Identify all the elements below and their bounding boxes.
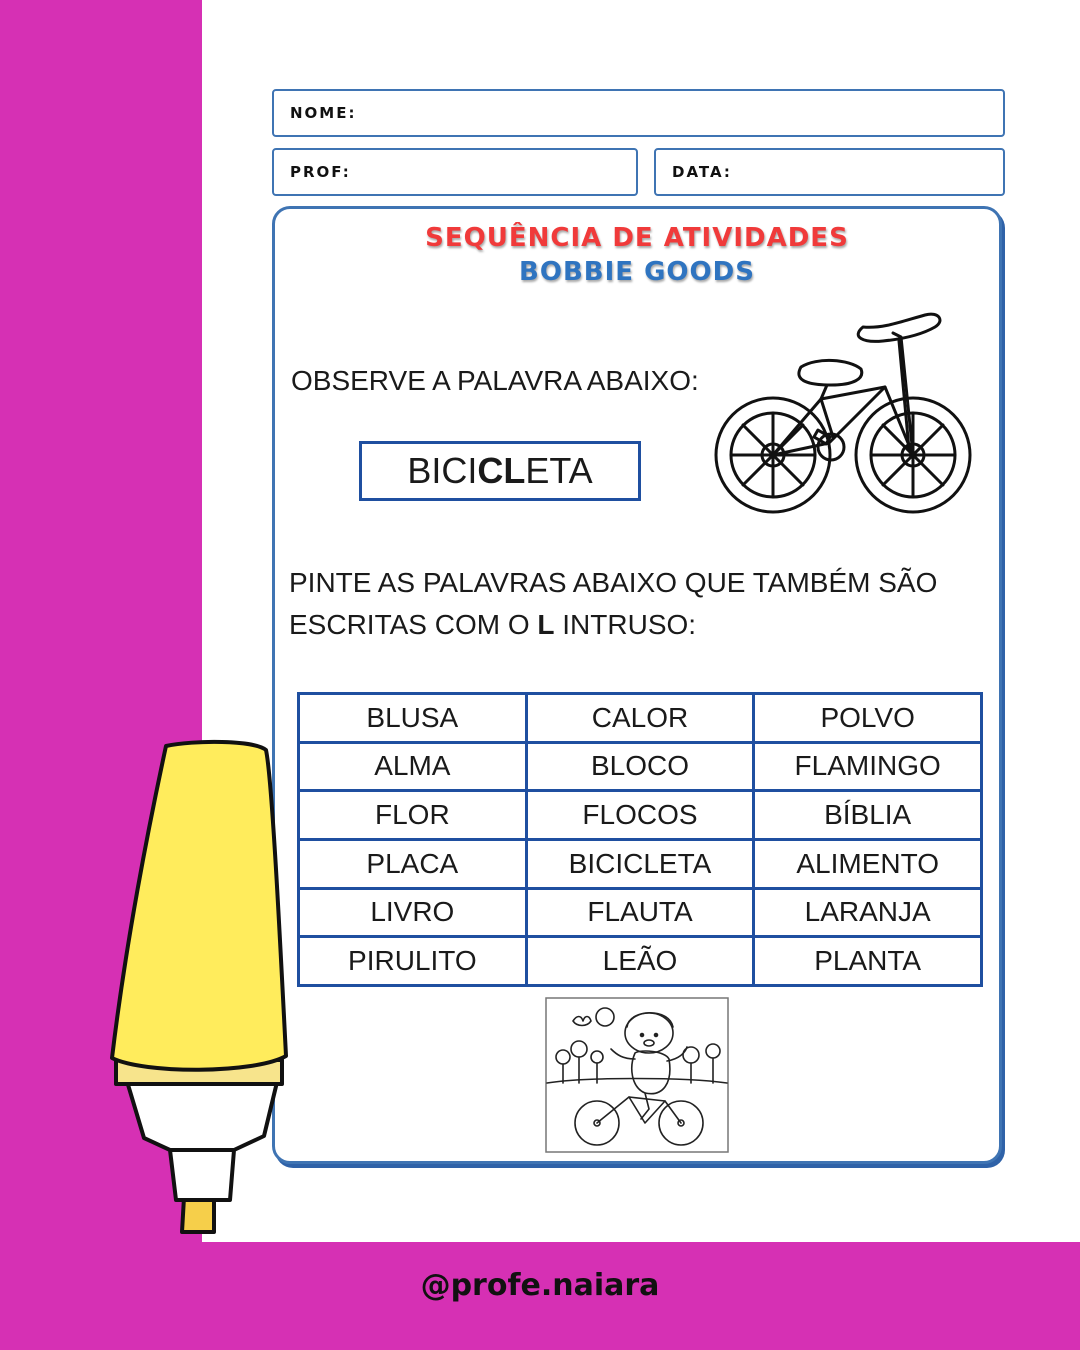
- word-cell[interactable]: ALIMENTO: [754, 839, 982, 888]
- name-label: NOME:: [290, 104, 357, 122]
- word-cell[interactable]: ALMA: [299, 742, 527, 791]
- word-cell[interactable]: POLVO: [754, 694, 982, 743]
- highlighter-marker-illustration: [104, 738, 296, 1248]
- word-highlight: CL: [477, 450, 526, 491]
- instruction-line2-b: INTRUSO:: [554, 609, 697, 640]
- prof-label: PROF:: [290, 163, 351, 181]
- word-cell[interactable]: BICICLETA: [526, 839, 754, 888]
- word-cell[interactable]: FLAMINGO: [754, 742, 982, 791]
- table-row: [299, 839, 982, 888]
- word-cell[interactable]: LEÃO: [526, 937, 754, 986]
- word-cell[interactable]: PLACA: [299, 839, 527, 888]
- word-cell[interactable]: BLOCO: [526, 742, 754, 791]
- date-label: DATA:: [672, 163, 732, 181]
- activity-panel: [272, 206, 1002, 1164]
- table-row: [299, 888, 982, 937]
- word-cell[interactable]: FLOCOS: [526, 791, 754, 840]
- word-cell[interactable]: PIRULITO: [299, 937, 527, 986]
- name-field[interactable]: [272, 89, 1005, 137]
- word-cell[interactable]: BÍBLIA: [754, 791, 982, 840]
- bicycle-illustration: [713, 307, 979, 519]
- table-row: [299, 937, 982, 986]
- title-line1: SEQUÊNCIA DE ATIVIDADES: [425, 223, 849, 253]
- word-cell[interactable]: CALOR: [526, 694, 754, 743]
- word-part1: BICI: [407, 450, 478, 491]
- prof-field[interactable]: [272, 148, 638, 196]
- instruction-paint-line2: [289, 609, 696, 641]
- word-cell[interactable]: FLOR: [299, 791, 527, 840]
- word-cell[interactable]: FLAUTA: [526, 888, 754, 937]
- table-row: [299, 694, 982, 743]
- instruction-line2-a: ESCRITAS COM O: [289, 609, 538, 640]
- date-field[interactable]: [654, 148, 1005, 196]
- instruction-line2-bold: L: [537, 609, 555, 640]
- instruction-observe: OBSERVE A PALAVRA ABAIXO:: [291, 365, 699, 396]
- author-handle: @profe.naiara: [420, 1268, 660, 1303]
- table-row: [299, 791, 982, 840]
- featured-word-box: [359, 441, 641, 501]
- word-cell[interactable]: BLUSA: [299, 694, 527, 743]
- bear-on-bike-illustration: [545, 997, 729, 1153]
- table-row: [299, 742, 982, 791]
- word-cell[interactable]: LIVRO: [299, 888, 527, 937]
- word-cell[interactable]: LARANJA: [754, 888, 982, 937]
- title-line2: BOBBIE GOODS: [519, 257, 755, 287]
- instruction-paint-line1: PINTE AS PALAVRAS ABAIXO QUE TAMBÉM SÃO: [289, 567, 938, 598]
- word-cell[interactable]: PLANTA: [754, 937, 982, 986]
- word-part2: ETA: [525, 450, 593, 491]
- word-grid: [297, 692, 983, 987]
